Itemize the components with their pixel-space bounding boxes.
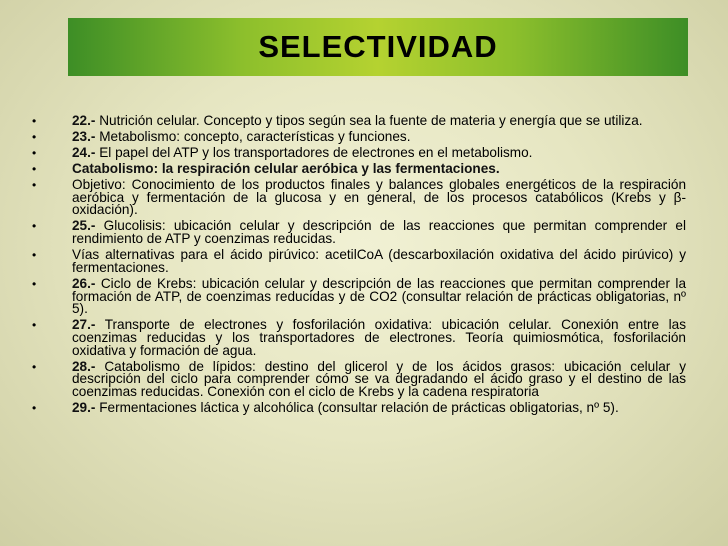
bullet-icon: • [32, 114, 37, 128]
bullet-icon: • [32, 318, 37, 333]
list-item [28, 220, 686, 245]
item-text: Metabolismo: concepto, características y funciones. [95, 129, 411, 144]
item-number: 26.- [72, 275, 96, 291]
item-text: Fermentaciones láctica y alcohólica (consultar relación de prácticas obligatorias, nº 5). [95, 400, 619, 416]
bullet-icon: • [32, 146, 37, 160]
list-item [28, 319, 686, 357]
list-item [28, 179, 686, 217]
list-item [28, 275, 686, 317]
list-item [28, 131, 686, 144]
list-item [28, 402, 686, 415]
bullet-icon: • [32, 359, 37, 374]
list-item [28, 115, 686, 128]
item-text: Vías alternativas para el ácido pirúvico: acetilCoA (descarboxilación oxidativa del ácido pirúvico) y fermentaciones. [72, 247, 686, 275]
bullet-icon: • [32, 248, 37, 263]
item-number: 27.- [72, 317, 96, 333]
bullet-icon: • [32, 276, 37, 291]
bullet-icon: • [32, 162, 37, 176]
bullet-icon: • [32, 219, 37, 234]
item-text: Nutrición celular. Concepto y tipos según sea la fuente de materia y energía que se utiliza. [95, 113, 643, 128]
bullet-icon: • [32, 130, 37, 144]
item-number: 23.- [72, 129, 96, 144]
list-item [28, 147, 686, 160]
list-item [28, 249, 686, 274]
item-heading: Catabolismo: la respiración celular aeróbica y las fermentaciones. [72, 161, 500, 176]
item-number: 28.- [72, 358, 96, 374]
item-number: 24.- [72, 145, 96, 160]
item-number: 25.- [72, 218, 96, 234]
item-number: 29.- [72, 400, 96, 416]
bullet-icon: • [32, 178, 37, 192]
item-text: El papel del ATP y los transportadores de electrones en el metabolismo. [95, 145, 533, 160]
bullet-icon: • [32, 401, 37, 416]
item-text: Ciclo de Krebs: ubicación celular y descripción de las reacciones que permitan comprender la formación de ATP, de coenzimas reducidas y de CO2 (consultar relación de prácticas obligatorias, nº 5). [72, 275, 686, 317]
item-text: Glucolisis: ubicación celular y descripción de las reacciones que permitan comprender el rendimiento de ATP y coenzimas reducidas. [72, 218, 686, 247]
item-text: Objetivo: Conocimiento de los productos finales y balances globales energéticos de la respiración aeróbica y fermentación de la glucosa y en general, de los procesos catabólicos (Krebs y β-oxidación). [72, 177, 686, 218]
item-text: Catabolismo de lípidos: destino del glicerol y de los ácidos grasos: ubicación celular y descripción del ciclo para comprender cómo se va degradando el ácido graso y el destino de las coenzimas reducidas. Conexión con el ciclo de Krebs y la cadena respiratoria [72, 358, 686, 400]
item-number: 22.- [72, 113, 96, 128]
list-item [28, 163, 686, 176]
topic-list [28, 115, 686, 418]
item-text: Transporte de electrones y fosforilación oxidativa: ubicación celular. Conexión entre las coenzimas reducidas y los transportadores de electrones. Teoría quimiosmótica, fosforilación oxidativa y formación de agua. [72, 317, 686, 358]
list-item [28, 358, 686, 400]
title-banner [68, 18, 688, 76]
slide-title: SELECTIVIDAD [258, 29, 498, 64]
